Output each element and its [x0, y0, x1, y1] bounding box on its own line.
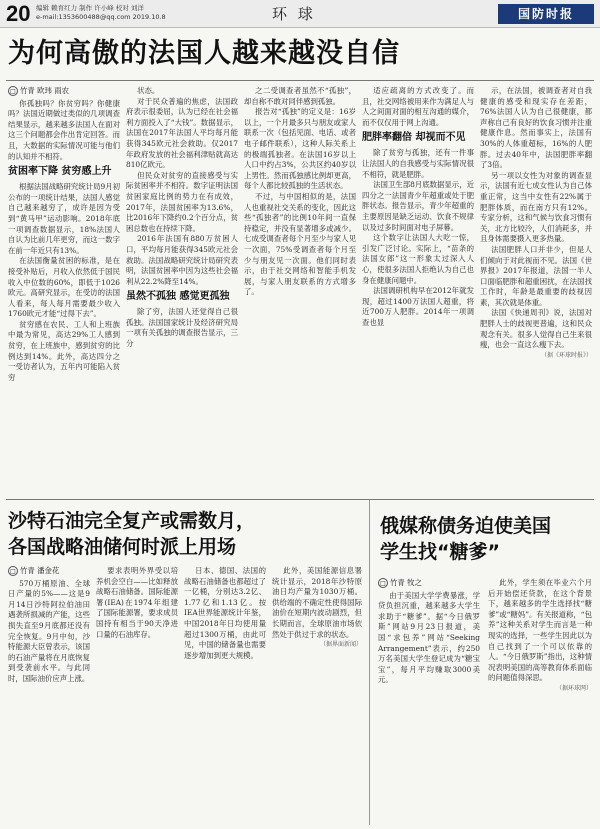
paragraph: 570万桶原油、全球日产量的5%——这是9月14日沙特阿拉伯油田遇袭所损减的产能，这些损失直至9月底都还没有完全恢复。9月中旬，沙特能源大臣曾表示，该国的石油产量将在月底恢复到受袭前水平。与此同时，国际油价应声上涨。: [8, 578, 90, 683]
article2-headline: [8, 508, 358, 560]
paragraph: 法国卫生部8月底数据显示，近四分之一法国青少年超重或处于肥胖状态。报告显示，青少年超重的主要原因是缺乏运动、饮食不规律以及过多时间面对电子屏幕。: [362, 180, 474, 232]
paragraph: 法国《快递周刊》说，法国对肥胖人士的歧视更普遍，这和民众观念有关。很多人觉得自己生来很瘦，也会一直这么瘦下去。: [480, 308, 592, 350]
paragraph: 之二受调查者虽然不“孤独”，却自称不敢对同伴感到孤独。: [244, 86, 356, 106]
article1-column-3: [244, 86, 356, 496]
headline-line: 俄媒称债务迫使美国: [380, 515, 552, 537]
paragraph: 法国调研机构早在2012年就发现，超过1400万法国人超重，将近700万人肥胖。2014年一项调查也显: [362, 286, 474, 327]
paragraph: 由于美国大学学费暴涨，学贷负担沉重，越来越多大学生求助于“糖爹”。据“今日俄罗斯”网站9月23日报道，美国“求包养”网站“Seeking Arrangement”表示，约250万名美国大学生登记成为“糖宝宝”，每月平均赚取3000美元。: [378, 590, 480, 685]
editor-line: 编辑 赖育红力 制作 许小峰 校对 刘洋: [36, 4, 144, 12]
section-title: 环 球: [272, 5, 316, 23]
byline-mark-icon: □: [378, 578, 388, 588]
article2-column-3: [184, 566, 266, 824]
headline-line: 学生找“糖爹”: [380, 541, 500, 563]
main-headline: 为何高傲的法国人越来越没自信: [8, 38, 400, 69]
article2-column-4: [272, 566, 362, 824]
byline: □ 竹青 潘金花: [8, 566, 90, 577]
article3-column-1: [378, 578, 480, 824]
paragraph: 不过，与中国相似的是，法国人也重视社交关系的变化，因此这些“孤独者”的比例10年间一直保持稳定，并没有显著增多或减少。七成受调查者每个月至少与家人见一次面，75%受调查者每个月至少与朋友见一次面。他们同时表示，由于社交网络和智能手机发展，与家人朋友联系的方式增多了。: [244, 191, 356, 297]
paragraph: 根据法国战略研究统计局9月初公布的一项统计结果，法国人感觉自己越来越穷了，成许是因为受到“黄马甲”运动影响。2018年底一项调查数据显示，18%法国人自认为比前几年更穷，而这一数字在前一年近只有13%。: [8, 182, 120, 255]
paragraph: 此外，学生须在毕业六个月后开始偿还贷款，在这个背景下，越来越多的学生选择找“糖爹”或“糖妈”。有关报道称，“包养”这种关系对学生而言是一种现实的选择，一些学生因此以为自己找到了一个可以依靠的人。“今日俄罗斯”指出，这种情况表明美国的高等教育体系面临的问题值得深思。: [488, 578, 592, 683]
paragraph: 除了贫穷与孤独，还有一件事让法国人的自我感受与实际情况很不相符，就是肥胖。: [362, 148, 474, 179]
article1-column-5: [480, 86, 592, 496]
column-divider: [369, 500, 370, 825]
paragraph: 在法国衡量贫困的标准，是在接受补贴后，月收入依然低于国民收入中位数的60%，即低于1026欧元。高研究显示，在受访的法国人看来，每人每月需要最少收入1760欧元才能“过得下去”。: [8, 256, 120, 319]
headline-line: 各国战略油储何时派上用场: [8, 536, 237, 558]
paragraph: 这个数字让法国人大吃一惊，引发广泛讨论。实际上，“苗条的法国女郎”这一形象太过深入人心，使很多法国人拒绝认为自己也身在健康问题中。: [362, 233, 474, 285]
byline-mark-icon: □: [8, 86, 18, 96]
headline-rule: [6, 80, 594, 81]
paragraph: 日本、德国、法国的战略石油储备也都超过了一亿桶，分别达3.2亿、1.77亿和1.13亿。按IEA世界能源统计年鉴，中国2018年日均使用量超过1300万桶，由此可见，中国的储备量也需要逐步增加到更大规模。: [184, 566, 266, 660]
article1-column-4: [362, 86, 474, 496]
paragraph: 除了穷，法国人还觉得自己很孤独。法国国家统计及经济研究局一项有关孤独的调查报告显示，三分: [126, 307, 238, 349]
paragraph: 示，在法国，被调查者对自我健康的感受和现实存在差距，76%法国人认为自己很健康，都声称自己有良好的饮食习惯并注重健康作息。然而事实上，法国有30%的人体重超标，16%的人肥胖。过去40年中，法国肥胖率翻了3倍。: [480, 86, 592, 170]
subheading: 肥胖率翻倍 却视而不见: [362, 132, 466, 144]
paragraph: 报告对“孤独”的定义是：16岁以上，一个月最多只与朋友或家人联系一次（包括见面、电话、或者电子邮件联系），这种人际关系上的极端孤独者。在法国16岁以上人口中约占3%，公共区约40岁以上男性。然而孤独感比例却更高，每个人都比较孤独的生活状态。: [244, 107, 356, 191]
paragraph: 此外，美国能源信息署统计显示，2018年沙特原油日均产量为1030万桶。供给端的不确定性使得国际油价在短期内波动剧烈，但长期而言，全球原油市场依然处于供过于求的状态。: [272, 566, 362, 639]
paragraph: 法国肥胖人口并非少，但是人们倾向于对此视而不见。法国《世界报》2017年报道，法国一半人口面临肥胖和超重困扰，在法国找工作时，年龄是最重要的歧视因素，其次就是体重。: [480, 244, 592, 307]
source-credit: （据界面新闻）: [319, 641, 362, 649]
paragraph: 状态。: [137, 86, 160, 95]
page-header: [0, 0, 600, 28]
paragraph: 要求表明外界受以培养机会空白——比如释放战略石油储备。国际能源署(IEA)在1974年组建了国际能源署，要求成员国持有相当于90天净进口量的石油库存。: [96, 566, 178, 639]
subheading: 虽然不孤独 感觉更孤独: [126, 291, 230, 303]
page-number: 20: [6, 1, 31, 26]
paragraph: 你孤独吗？你贫穷吗？你健康吗？法国近期做过类似的几项调查结果显示，越来越多法国人在面对这三个问题都会作出肯定回答。而且，大数据的实际情况可能与他们的认知并不相符。: [8, 98, 120, 161]
paragraph: 贫穷感在农民、工人和上班族中最为常见，高达29%工人感到贫穷，在上班族中，感到贫穷的比例达到14%。此外，高达四分之一受访者认为，五年内可能陷入贫穷: [8, 319, 120, 382]
paragraph: 适应疏离的方式改变了。而且，社交网络被用来作为满足人与人之间面对面的相互沟通的媒介，而不仅仅用于网上沟通。: [362, 86, 474, 127]
subheading: 贫困率下降 贫穷感上升: [8, 166, 112, 178]
paragraph: 2016年法国有880万贫困人口，平均每月能获得345欧元社会救助。法国战略研究统计局研究表明，法国贫困率中因为这些社会福利从22.2%降至14%。: [126, 234, 238, 286]
byline: □ 竹青 牧之: [378, 578, 480, 589]
email-line: e-mail:1353600488@qq.com 2019.10.8: [36, 13, 166, 21]
paragraph: 另一项以女性为对象的调查显示，法国有近七成女性认为自己体重正常，这当中女性有22%属于肥胖体质，而在南方只有12%。专家分析，这和气候与饮食习惯有关，北方比较冷，人们消耗多，并且身体需要摄入更多热量。: [480, 170, 592, 244]
article3-column-2: [488, 518, 592, 824]
article1-column-1: [8, 86, 120, 496]
source-credit: （据《环球时报》）: [540, 351, 592, 359]
section-rule: [6, 499, 594, 500]
article2-column-2: [96, 566, 178, 824]
paragraph: 但民众对贫穷的直接感受与实际贫困率并不相符。数字证明法国贫困家庭比例的势力在有成效，2017年，法国贫困率为13.6%，比2016年下降约0.2个百分点，贫困总数也在持续下降。: [126, 170, 238, 233]
source-credit: （据环球网）: [555, 684, 592, 692]
newspaper-masthead: 国防时报: [498, 4, 594, 24]
article1-column-2: [126, 86, 238, 496]
article2-column-1: [8, 566, 90, 824]
byline: □ 竹青 欧玮 雨农: [8, 86, 120, 97]
headline-line: 沙特石油完全复产或需数月，: [8, 510, 256, 532]
byline-mark-icon: □: [8, 566, 18, 576]
editor-info: [36, 4, 216, 22]
paragraph: 对于民众普遍的焦虑，法国政府表示很委屈，认为已经在社会福利方面投入了“大钱”。数据显示，法国在2017年法国人平均每月能获得345欧元社会救助。仅2017年政府发放的社会福利津贴就高达810亿欧元。: [126, 96, 238, 170]
